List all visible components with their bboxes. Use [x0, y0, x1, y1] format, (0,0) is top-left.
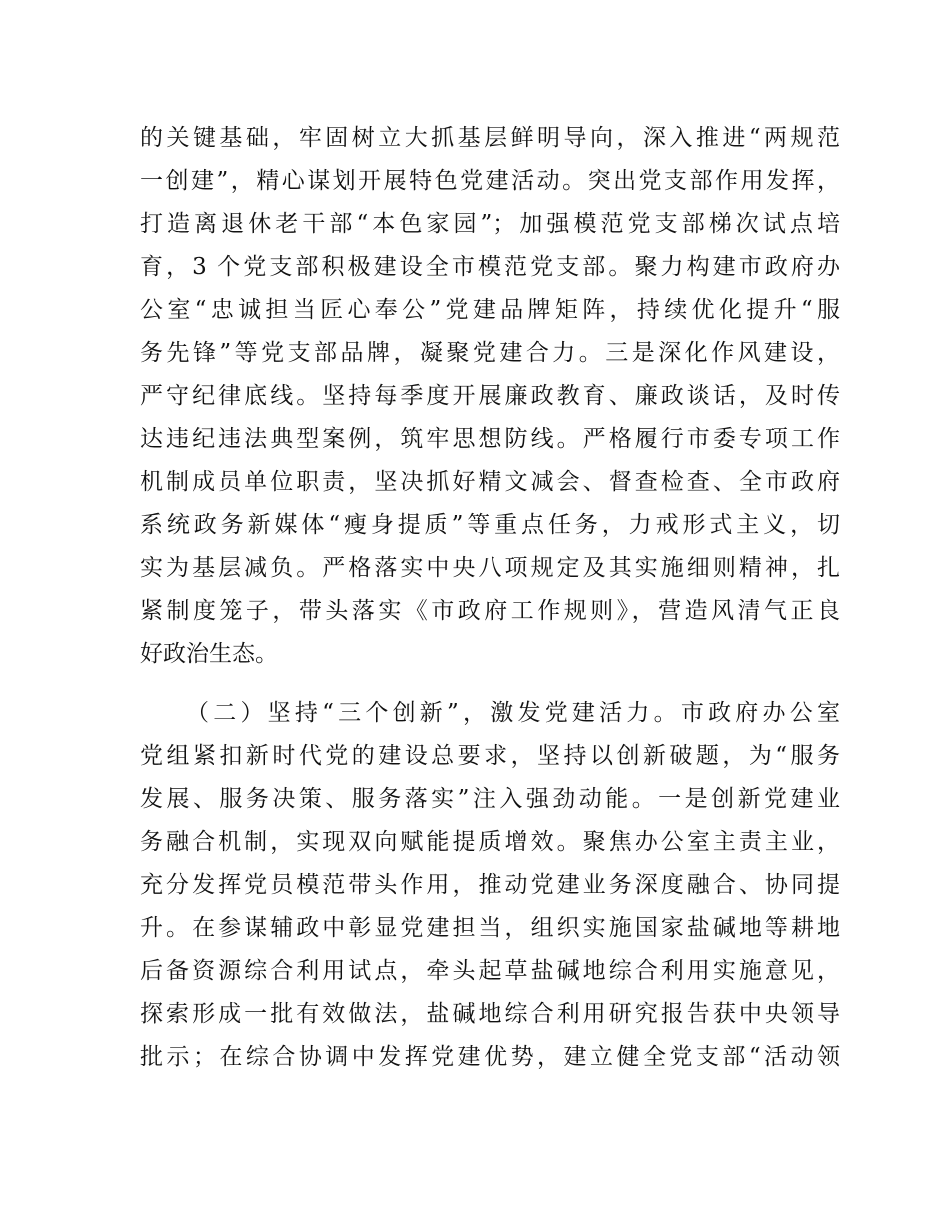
text-line: 育，3 个党支部积极建设全市模范党支部。聚力构建市政府办	[140, 254, 840, 280]
text-line: 机制成员单位职责，坚决抓好精文减会、督查检查、全市政府	[140, 469, 840, 495]
text-line: 严守纪律底线。坚持每季度开展廉政教育、廉政谈话，及时传	[140, 383, 840, 409]
text-line: 务融合机制，实现双向赋能提质增效。聚焦办公室主责主业，	[140, 829, 840, 855]
text-line: 探索形成一批有效做法，盐碱地综合利用研究报告获中央领导	[140, 1001, 840, 1027]
paragraph-2	[140, 692, 840, 1079]
text-line: 实为基层减负。严格落实中央八项规定及其实施细则精神，扎	[140, 555, 840, 581]
text-line: 打造离退休老干部“本色家园”；加强模范党支部梯次试点培	[140, 211, 840, 237]
text-line: 批示；在综合协调中发挥党建优势，建立健全党支部“活动领	[140, 1044, 840, 1070]
text-line: 系统政务新媒体“瘦身提质”等重点任务，力戒形式主义，切	[140, 512, 840, 538]
text-line: 发展、服务决策、服务落实”注入强劲动能。一是创新党建业	[140, 786, 840, 812]
text-line: 党组紧扣新时代党的建设总要求，坚持以创新破题，为“服务	[140, 743, 840, 769]
paragraph-1	[140, 117, 840, 676]
text-line: 紧制度笼子，带头落实《市政府工作规则》，营造风清气正良	[140, 598, 840, 624]
text-line: 务先锋”等党支部品牌，凝聚党建合力。三是深化作风建设，	[140, 340, 840, 366]
text-line: 后备资源综合利用试点，牵头起草盐碱地综合利用实施意见，	[140, 958, 840, 984]
text-line: 达违纪违法典型案例，筑牢思想防线。严格履行市委专项工作	[140, 426, 840, 452]
text-line: 的关键基础，牢固树立大抓基层鲜明导向，深入推进“两规范	[140, 125, 840, 151]
text-line: 公室“忠诚担当匠心奉公”党建品牌矩阵，持续优化提升“服	[140, 297, 840, 323]
text-line: 升。在参谋辅政中彰显党建担当，组织实施国家盐碱地等耕地	[140, 915, 840, 941]
text-line: 好政治生态。	[140, 641, 278, 667]
text-line: 一创建”，精心谋划开展特色党建活动。突出党支部作用发挥，	[140, 168, 840, 194]
section-heading-line: （二）坚持“三个创新”，激发党建活力。市政府办公室	[186, 700, 840, 726]
text-line: 充分发挥党员模范带头作用，推动党建业务深度融合、协同提	[140, 872, 840, 898]
